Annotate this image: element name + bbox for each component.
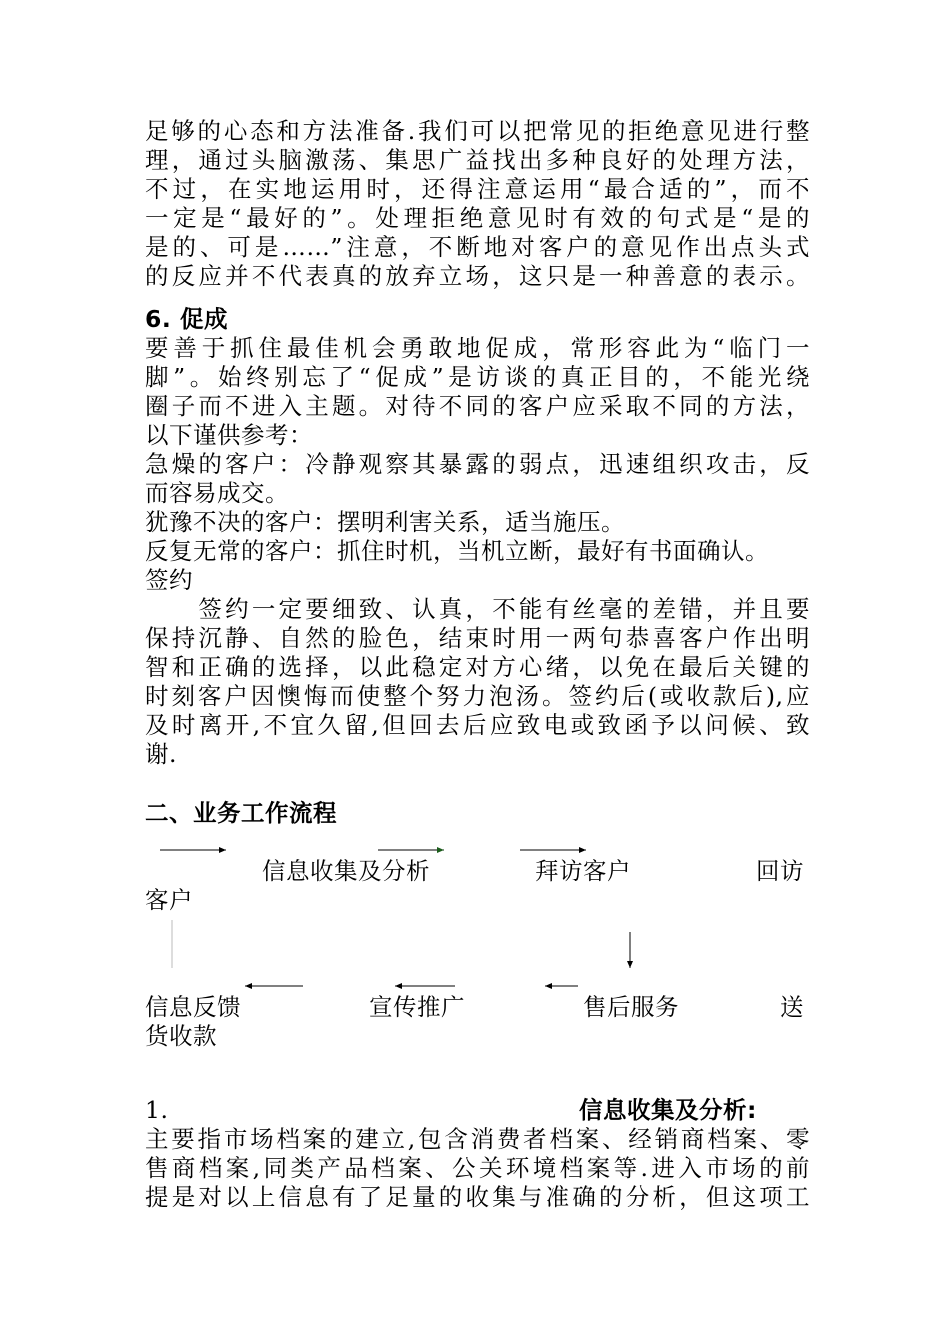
flow-step-after-sales: 售后服务 <box>583 993 679 1021</box>
flow-step-visit-client: 拜访客户 <box>535 857 631 885</box>
paragraph-line: 时刻客户因懊悔而使整个努力泡汤。签约后(或收款后),应 <box>145 682 810 710</box>
paragraph-line: 保持沉静、自然的脸色，结束时用一两句恭喜客户作出明 <box>145 624 810 652</box>
paragraph-line: 及时离开,不宜久留,但回去后应致电或致函予以问候、致 <box>145 711 810 739</box>
paragraph-line: 不过，在实地运用时，还得注意运用“最合适的”，而不 <box>145 175 810 203</box>
paragraph-line: 足够的心态和方法准备.我们可以把常见的拒绝意见进行整 <box>145 117 810 145</box>
paragraph-line: 脚”。始终别忘了“促成”是访谈的真正目的，不能光绕 <box>145 363 810 391</box>
paragraph-line: 签约一定要细致、认真，不能有丝毫的差错，并且要 <box>145 595 810 623</box>
paragraph-line: 谢. <box>145 740 177 768</box>
paragraph-line: 理，通过头脑激荡、集思广益找出多种良好的处理方法， <box>145 146 810 174</box>
flow-step-delivery-cont: 货收款 <box>145 1022 217 1050</box>
flow-step-feedback: 信息反馈 <box>145 993 241 1021</box>
paragraph-line: 主要指市场档案的建立,包含消费者档案、经销商档案、零 <box>145 1125 810 1153</box>
paragraph-line: 以下谨供参考： <box>145 421 313 449</box>
paragraph-line: 的反应并不代表真的放弃立场，这只是一种善意的表示。 <box>145 262 810 290</box>
paragraph-line: 圈子而不进入主题。对待不同的客户应采取不同的方法， <box>145 392 810 420</box>
section-heading-closing: 6. 促成 <box>145 305 228 333</box>
paragraph-line: 售商档案,同类产品档案、公关环境档案等.进入市场的前 <box>145 1154 810 1182</box>
section-number: 1. <box>145 1096 169 1124</box>
paragraph-line: 是的、可是……”注意，不断地对客户的意见作出点头式 <box>145 233 810 261</box>
paragraph-line: 一定是“最好的”。处理拒绝意见时有效的句式是“是的 <box>145 204 810 232</box>
customer-type-line: 犹豫不决的客户：摆明利害关系，适当施压。 <box>145 508 625 536</box>
flow-step-info-collection: 信息收集及分析 <box>262 857 430 885</box>
paragraph-line: 要善于抓住最佳机会勇敢地促成，常形容此为“临门一 <box>145 334 810 362</box>
customer-type-line: 而容易成交。 <box>145 479 289 507</box>
paragraph-line: 智和正确的选择，以此稳定对方心绪，以免在最后关键的 <box>145 653 810 681</box>
customer-type-line: 急燥的客户：冷静观察其暴露的弱点，迅速组织攻击，反 <box>145 450 810 478</box>
signing-heading: 签约 <box>145 566 193 594</box>
flow-step-revisit: 回访 <box>756 857 804 885</box>
flow-step-revisit-cont: 客户 <box>145 886 193 914</box>
section-heading-info: 信息收集及分析: <box>579 1096 757 1124</box>
flow-step-delivery: 送 <box>780 993 804 1021</box>
customer-type-line: 反复无常的客户：抓住时机，当机立断，最好有书面确认。 <box>145 537 769 565</box>
paragraph-line: 提是对以上信息有了足量的收集与准确的分析，但这项工 <box>145 1183 810 1211</box>
flow-step-promotion: 宣传推广 <box>369 993 465 1021</box>
workflow-heading: 二、业务工作流程 <box>145 799 337 827</box>
